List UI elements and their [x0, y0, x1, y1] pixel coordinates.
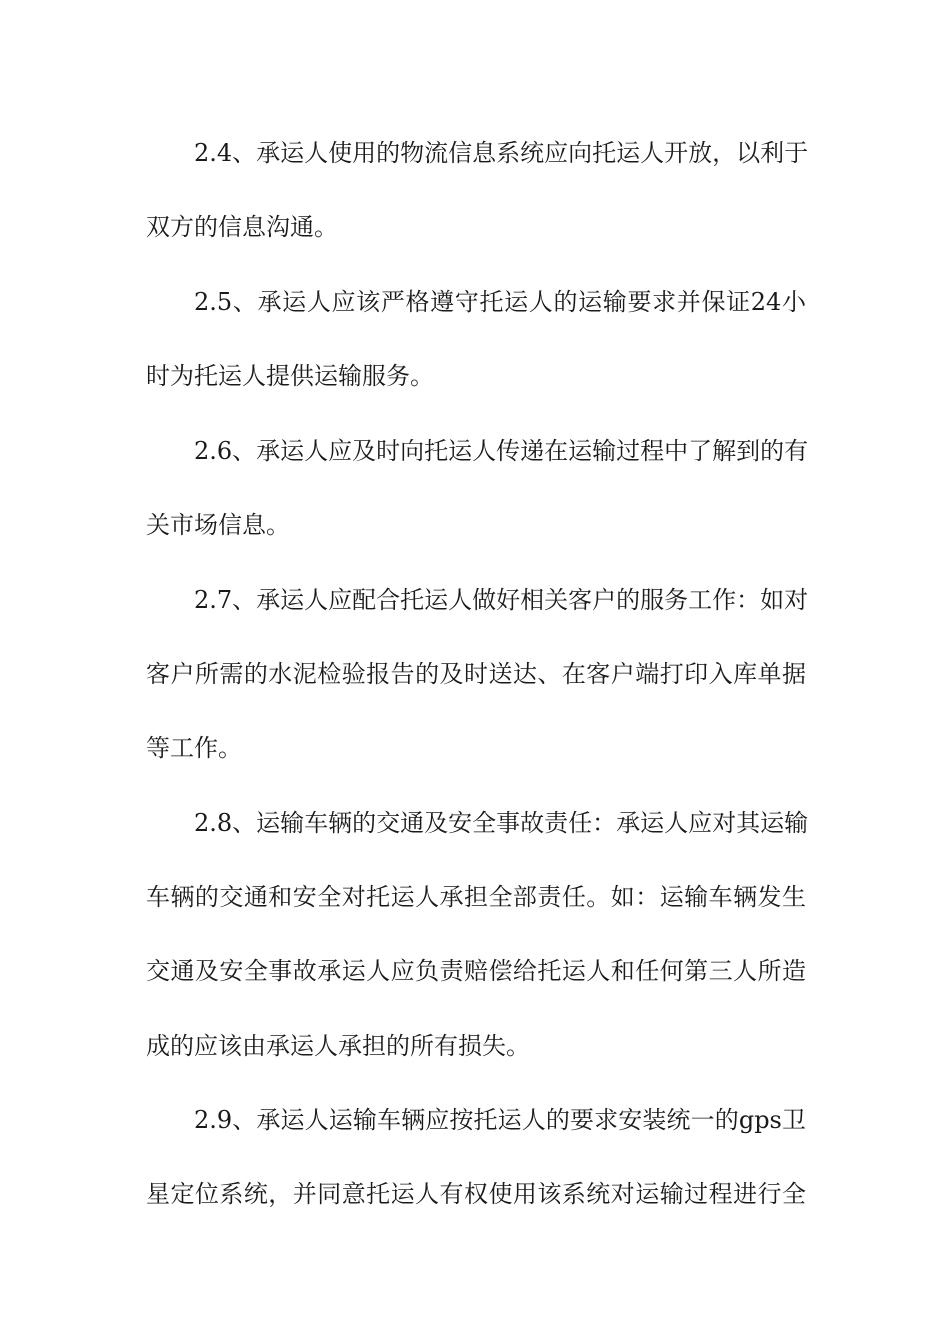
paragraph-2-4-line-2: 双方的信息沟通。: [146, 213, 338, 241]
paragraph-2-9-line-2: 星定位系统，并同意托运人有权使用该系统对运输过程进行全: [146, 1180, 806, 1208]
paragraph-2-4-line-1: 2.4、承运人使用的物流信息系统应向托运人开放，以利于: [194, 139, 809, 167]
paragraph-2-7-line-2: 客户所需的水泥检验报告的及时送达、在客户端打印入库单据: [146, 660, 806, 688]
paragraph-2-6-line-2: 关市场信息。: [146, 511, 290, 539]
paragraph-2-8-line-3: 交通及安全事故承运人应负责赔偿给托运人和任何第三人所造: [146, 957, 806, 985]
paragraph-2-9-line-1: 2.9、承运人运输车辆应按托运人的要求安装统一的gps卫: [194, 1106, 806, 1134]
paragraph-2-5-line-1: 2.5、承运人应该严格遵守托运人的运输要求并保证24小: [194, 288, 806, 316]
paragraph-2-7-line-1: 2.7、承运人应配合托运人做好相关客户的服务工作：如对: [194, 586, 809, 614]
paragraph-2-7-line-3: 等工作。: [146, 734, 242, 762]
paragraph-2-6-line-1: 2.6、承运人应及时向托运人传递在运输过程中了解到的有: [194, 437, 809, 465]
paragraph-2-8-line-1: 2.8、运输车辆的交通及安全事故责任：承运人应对其运输: [194, 809, 809, 837]
paragraph-2-8-line-4: 成的应该由承运人承担的所有损失。: [146, 1032, 530, 1060]
paragraph-2-8-line-2: 车辆的交通和安全对托运人承担全部责任。如：运输车辆发生: [146, 883, 806, 911]
paragraph-2-5-line-2: 时为托运人提供运输服务。: [146, 362, 434, 390]
